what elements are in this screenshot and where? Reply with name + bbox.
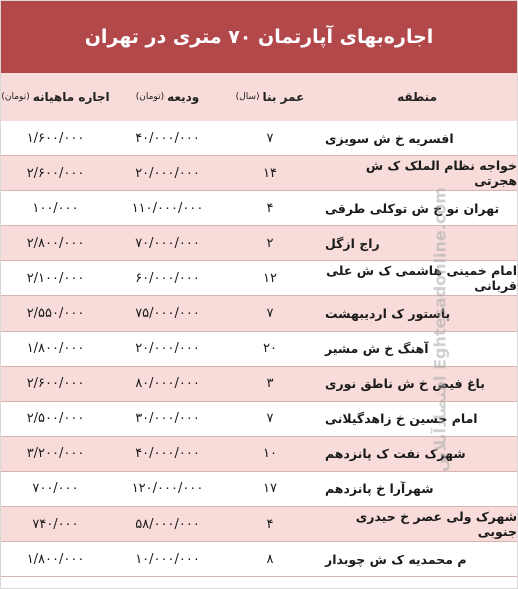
header-age-unit: (سال) [235, 92, 260, 102]
header-deposit-label: ودیعه [167, 90, 200, 104]
cell-region: افسریه خ ش سویزی [325, 130, 454, 146]
cell-rent: ۳/۲۰۰/۰۰۰ [26, 446, 85, 462]
cell-rent: ۲/۸۰۰/۰۰۰ [26, 235, 85, 251]
header-age [225, 73, 315, 121]
cell-age: ۷ [266, 306, 274, 322]
table-row [1, 542, 517, 577]
cell-deposit: ۱۲۰/۰۰۰/۰۰۰ [131, 481, 204, 497]
table-row [1, 191, 517, 226]
table-row [1, 402, 517, 437]
header-rent [1, 73, 110, 121]
cell-age: ۱۲ [263, 270, 277, 286]
header-region [315, 73, 517, 121]
cell-deposit: ۳۰/۰۰۰/۰۰۰ [135, 411, 200, 427]
cell-region: شهرآرا خ پانزدهم [325, 481, 434, 497]
cell-deposit: ۲۰/۰۰۰/۰۰۰ [135, 341, 200, 357]
cell-deposit: ۱۰/۰۰۰/۰۰۰ [135, 551, 200, 567]
cell-rent: ۲/۵۵۰/۰۰۰ [26, 306, 85, 322]
cell-deposit: ۴۰/۰۰۰/۰۰۰ [135, 446, 200, 462]
cell-region: شهرک ولی عصر خ حیدری جنوبی [355, 509, 517, 540]
cell-rent: ۱/۸۰۰/۰۰۰ [26, 341, 85, 357]
cell-age: ۱۷ [263, 481, 277, 497]
cell-age: ۱۰ [263, 446, 277, 462]
table-row [1, 121, 517, 156]
table-header [1, 73, 517, 122]
title-text: اجاره‌بهای آپارتمان ۷۰ متری در تهران [84, 26, 434, 48]
cell-rent: ۷۴۰/۰۰۰ [32, 516, 79, 532]
table-row [1, 261, 517, 296]
table-row [1, 437, 517, 472]
cell-region: آهنگ خ ش مشیر [325, 341, 429, 357]
header-deposit [110, 73, 225, 121]
table-row [1, 332, 517, 367]
cell-rent: ۷۰۰/۰۰۰ [32, 481, 79, 497]
cell-deposit: ۱۱۰/۰۰۰/۰۰۰ [131, 200, 204, 216]
cell-rent: ۱/۶۰۰/۰۰۰ [26, 130, 85, 146]
cell-region: خواجه نظام الملک ک ش هجرتی [365, 158, 517, 189]
table-title [1, 1, 517, 73]
table-row [1, 296, 517, 331]
cell-age: ۲۰ [263, 341, 277, 357]
table-row [1, 226, 517, 261]
cell-region: م محمدیه ک ش چوبدار [325, 551, 467, 567]
table-body [1, 121, 517, 577]
cell-rent: ۲/۵۰۰/۰۰۰ [26, 411, 85, 427]
cell-deposit: ۷۰/۰۰۰/۰۰۰ [135, 235, 200, 251]
cell-deposit: ۷۵/۰۰۰/۰۰۰ [135, 306, 200, 322]
cell-deposit: ۲۰/۰۰۰/۰۰۰ [135, 165, 200, 181]
cell-age: ۷ [266, 130, 274, 146]
cell-region: راج ازگل [325, 235, 380, 251]
cell-age: ۸ [266, 551, 274, 567]
header-age-label: عمر بنا [262, 90, 305, 104]
cell-rent: ۱۰۰/۰۰۰ [32, 200, 79, 216]
cell-region: باغ فیض خ ش ناطق نوری [325, 376, 485, 392]
cell-age: ۱۴ [263, 165, 277, 181]
header-region-label: منطقه [397, 90, 437, 104]
cell-rent: ۲/۶۰۰/۰۰۰ [26, 165, 85, 181]
cell-rent: ۲/۶۰۰/۰۰۰ [26, 376, 85, 392]
cell-rent: ۱/۸۰۰/۰۰۰ [26, 551, 85, 567]
cell-age: ۷ [266, 411, 274, 427]
cell-rent: ۲/۱۰۰/۰۰۰ [26, 270, 85, 286]
header-rent-label: اجاره ماهیانه [32, 90, 110, 104]
table-row [1, 156, 517, 191]
header-deposit-unit: (تومان) [135, 92, 165, 102]
cell-deposit: ۵۸/۰۰۰/۰۰۰ [135, 516, 200, 532]
cell-region: امام حسین خ زاهدگیلانی [325, 411, 478, 427]
cell-age: ۴ [266, 516, 274, 532]
watermark-text: اقتصادآنلاین Eghtesadonline.com [430, 187, 450, 473]
table-row [1, 507, 517, 542]
table-row [1, 472, 517, 507]
header-rent-unit: (تومان) [1, 92, 30, 102]
cell-region: پاستور ک اردیبهشت [325, 306, 451, 322]
cell-deposit: ۶۰/۰۰۰/۰۰۰ [135, 270, 200, 286]
cell-deposit: ۴۰/۰۰۰/۰۰۰ [135, 130, 200, 146]
cell-age: ۳ [266, 376, 274, 392]
cell-deposit: ۸۰/۰۰۰/۰۰۰ [135, 376, 200, 392]
cell-region: شهرک نفت ک پانزدهم [325, 446, 466, 462]
table-row [1, 367, 517, 402]
cell-age: ۴ [266, 200, 274, 216]
cell-age: ۲ [266, 235, 274, 251]
cell-region: امام خمینی هاشمی ک ش علی قربانی [326, 263, 517, 294]
cell-region: تهران نو خ ش توکلی طرقی [325, 200, 500, 216]
